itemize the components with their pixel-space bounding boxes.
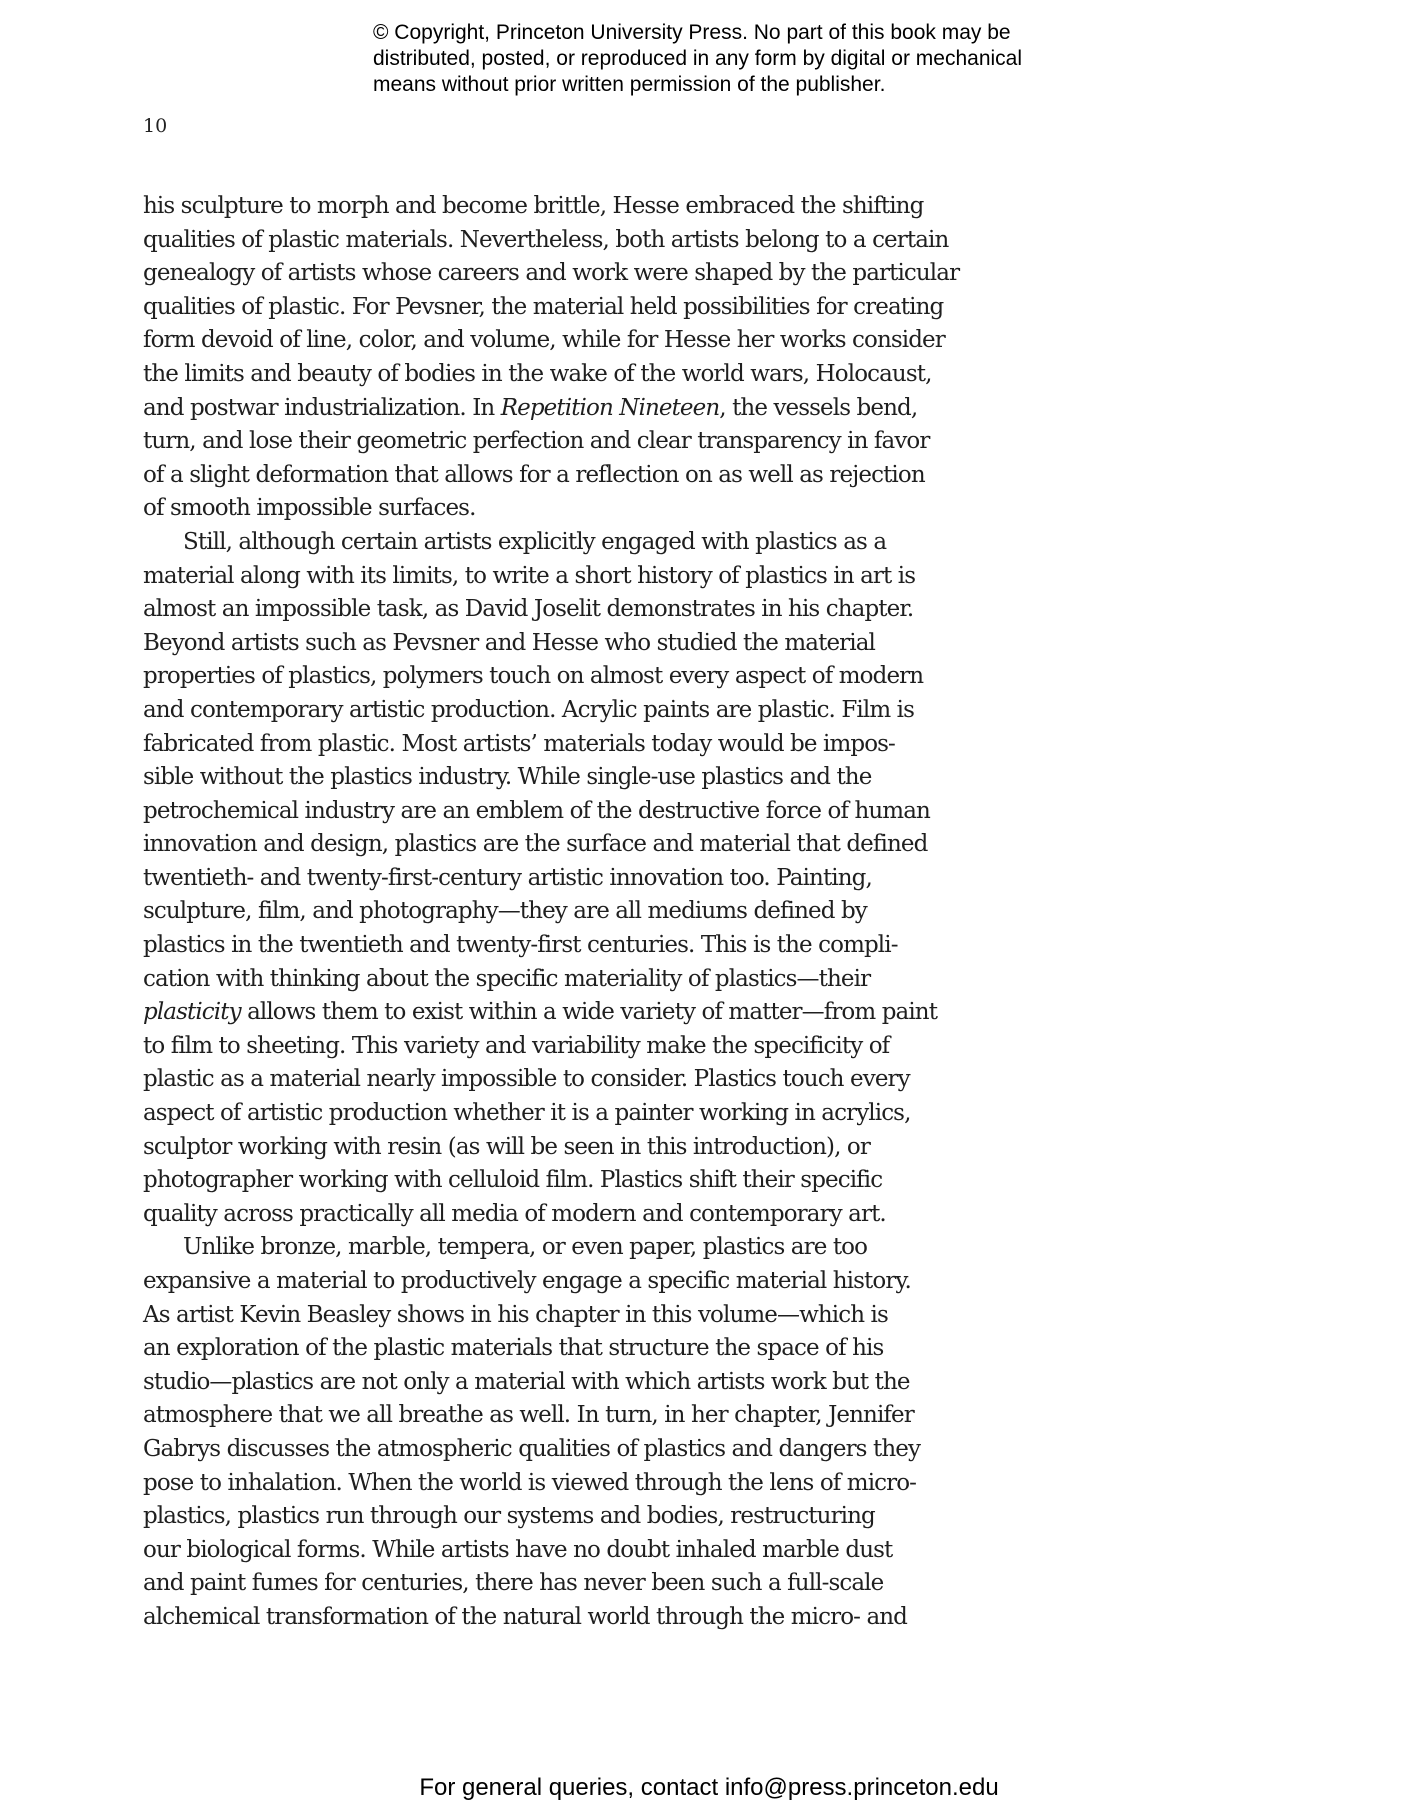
text-line: cation with thinking about the specific materiality of plastics—their bbox=[143, 965, 871, 992]
copyright-notice bbox=[373, 20, 1093, 98]
text-line: expansive a material to productively engage a specific material history. bbox=[143, 1268, 911, 1294]
text-line: innovation and design, plastics are the surface and material that defined bbox=[143, 831, 928, 858]
text-line: sculpture, film, and photography—they are all mediums defined by bbox=[143, 898, 867, 925]
text-line: aspect of artistic production whether it is a painter working in acrylics, bbox=[143, 1100, 911, 1127]
text-line: our biological forms. While artists have no doubt inhaled marble dust bbox=[143, 1536, 893, 1563]
text-line: almost an impossible task, as David Joselit demonstrates in his chapter. bbox=[143, 596, 914, 623]
text-line: petrochemical industry are an emblem of the destructive force of human bbox=[143, 797, 930, 824]
text-line: twentieth- and twenty-first-century artistic innovation too. Painting, bbox=[143, 864, 872, 891]
text-line: quality across practically all media of modern and contemporary art. bbox=[143, 1200, 886, 1227]
text-line: Gabrys discusses the atmospheric qualities of plastics and dangers they bbox=[143, 1435, 921, 1462]
text-line: to film to sheeting. This variety and variability make the specificity of bbox=[143, 1032, 890, 1059]
text-line: Unlike bronze, marble, tempera, or even paper, plastics are too bbox=[183, 1234, 868, 1261]
text-line: of smooth impossible surfaces. bbox=[143, 495, 476, 522]
copyright-line: means without prior written permission of the publisher. bbox=[373, 73, 886, 96]
text-line: As artist Kevin Beasley shows in his chapter in this volume—which is bbox=[143, 1301, 888, 1328]
footer-text: For general queries, contact bbox=[419, 1774, 725, 1801]
text-line: material along with its limits, to write a short history of plastics in art is bbox=[143, 562, 916, 589]
text-line: form devoid of line, color, and volume, while for Hesse her works consider bbox=[143, 327, 945, 354]
text-line: fabricated from plastic. Most artists’ materials today would be impos- bbox=[143, 730, 895, 757]
text-line: photographer working with celluloid film. Plastics shift their specific bbox=[143, 1167, 883, 1194]
italic-title: Repetition Nineteen bbox=[500, 394, 720, 421]
body-text bbox=[143, 190, 1003, 1635]
text-line: plasticity allows them to exist within a wide variety of matter—from paint bbox=[143, 999, 938, 1026]
text-line: an exploration of the plastic materials that structure the space of his bbox=[143, 1335, 884, 1362]
text-line: atmosphere that we all breathe as well. In turn, in her chapter, Jennifer bbox=[143, 1402, 914, 1429]
text-line: plastics in the twentieth and twenty-first centuries. This is the compli- bbox=[143, 932, 898, 959]
text-line: Still, although certain artists explicitly engaged with plastics as a bbox=[183, 528, 887, 555]
italic-term: plasticity bbox=[143, 999, 241, 1026]
text-line: plastics, plastics run through our systems and bodies, restructuring bbox=[143, 1503, 875, 1530]
text-line: Beyond artists such as Pevsner and Hesse who studied the material bbox=[143, 629, 875, 656]
text-line: sculptor working with resin (as will be seen in this introduction), or bbox=[143, 1133, 870, 1160]
text-line: his sculpture to morph and become brittle, Hesse embraced the shifting bbox=[143, 193, 924, 219]
copyright-line: © Copyright, Princeton University Press. No part of this book may be bbox=[373, 21, 1011, 44]
text-line: and contemporary artistic production. Acrylic paints are plastic. Film is bbox=[143, 696, 915, 723]
text-line: turn, and lose their geometric perfection and clear transparency in favor bbox=[143, 428, 930, 455]
text-line: and paint fumes for centuries, there has never been such a full-scale bbox=[143, 1570, 884, 1597]
text-line: qualities of plastic materials. Nevertheless, both artists belong to a certain bbox=[143, 226, 949, 253]
text-line: qualities of plastic. For Pevsner, the material held possibilities for creating bbox=[143, 293, 944, 320]
text-line: studio—plastics are not only a material with which artists work but the bbox=[143, 1368, 910, 1395]
page-number: 10 bbox=[143, 115, 168, 137]
text-line: pose to inhalation. When the world is viewed through the lens of micro- bbox=[143, 1469, 917, 1496]
text-line: the limits and beauty of bodies in the wake of the world wars, Holocaust, bbox=[143, 360, 932, 387]
text-line: of a slight deformation that allows for a reflection on as well as rejection bbox=[143, 461, 925, 488]
text-line: plastic as a material nearly impossible to consider. Plastics touch every bbox=[143, 1066, 910, 1093]
footer-contact bbox=[0, 1774, 1418, 1802]
text-line: alchemical transformation of the natural world through the micro- and bbox=[143, 1603, 907, 1630]
text-line: sible without the plastics industry. While single-use plastics and the bbox=[143, 764, 872, 791]
text-line: properties of plastics, polymers touch on almost every aspect of modern bbox=[143, 663, 924, 690]
contact-email-link[interactable]: info@press.princeton.edu bbox=[724, 1774, 999, 1801]
text-line: and postwar industrialization. In Repetition Nineteen, the vessels bend, bbox=[143, 394, 918, 421]
text-line: genealogy of artists whose careers and work were shaped by the particular bbox=[143, 260, 960, 287]
copyright-line: distributed, posted, or reproduced in any form by digital or mechanical bbox=[373, 47, 1023, 70]
